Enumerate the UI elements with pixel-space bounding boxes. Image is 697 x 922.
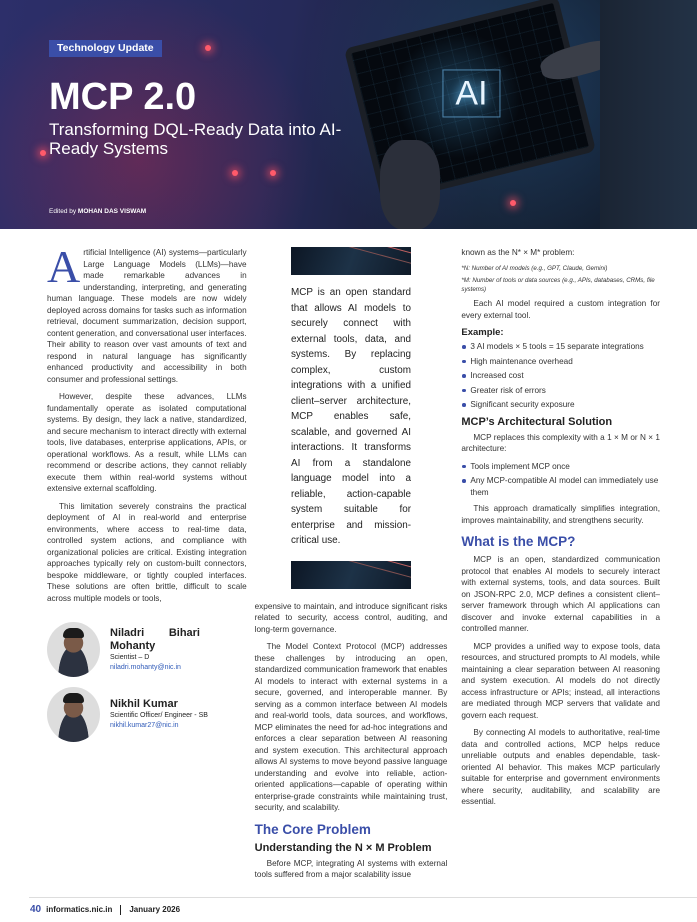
paragraph: This approach dramatically simplifies integration, improves maintainability, and strengthens security. xyxy=(461,504,660,525)
page-title: MCP 2.0 xyxy=(49,76,197,118)
paragraph: However, despite these advances, LLMs fundamentally operate as isolated computational systems. By design, they lack a native, standardized, and secure mechanism to interact directly with external tools, live databases, enterprise applications, APIs, or operational workflows. As a result, while LLMs can recommend or describe actions, they cannot reliably execute them within real-world systems without extensive external scaffolding. xyxy=(47,392,247,493)
column-1 xyxy=(47,241,247,752)
paragraph: known as the N* × M* problem: xyxy=(461,248,575,257)
list-item: High maintenance overhead xyxy=(461,356,660,368)
avatar xyxy=(47,622,100,677)
author-role: Scientist – D xyxy=(110,653,150,661)
paragraph: Each AI model required a custom integration for every external tool. xyxy=(461,299,660,320)
list-item: Increased cost xyxy=(461,370,660,382)
solution-list xyxy=(461,461,660,499)
footnote: *N: Number of AI models (e.g., GPT, Claude, Gemini) xyxy=(461,264,608,272)
paragraph: This limitation severely constrains the practical deployment of AI in real-world and enterprise environments, where access to real-time data, controlled system actions, and compliance with organizational policies are critical. Existing integration approaches typically rely on custom-built connectors, bespoke middleware, or tightly coupled interfaces. These solutions are often brittle, difficult to scale across multiple models or tools, xyxy=(47,501,247,603)
column-2 xyxy=(255,247,448,887)
author-role: Scientific Officer/ Engineer - SB xyxy=(110,712,208,719)
hero-banner xyxy=(0,0,697,229)
subsection-heading: MCP’s Architectural Solution xyxy=(461,415,613,428)
author-email[interactable]: niladri.mohanty@nic.in xyxy=(110,663,181,671)
author-name: Nikhil Kumar xyxy=(110,698,178,710)
editor-credit xyxy=(49,208,146,215)
paragraph xyxy=(47,241,247,385)
paragraph: MCP is an open, standardized communication protocol that enables AI models to securely interact with external systems, tools, and data sources. Built on JSON-RPC 2.0, MCP defines a consistent client–server framework through which AI applications can discover and invoke external capabilities in a controlled manner. xyxy=(461,555,660,633)
list-item: Greater risk of errors xyxy=(461,385,660,397)
paragraph: MCP provides a unified way to expose tools, data resources, and structured prompts to AI models, while maintaining a clear separation between AI reasoning and system execution. AI models do not directly access infrastructure or APIs; instead, all interactions are mediated through MCP servers that validate and govern each request. xyxy=(461,641,660,720)
list-item: Significant security exposure xyxy=(461,399,660,411)
author-email[interactable]: nikhil.kumar27@nic.in xyxy=(110,722,179,729)
paragraph-text: rtificial Intelligence (AI) systems—particularly Large Language Models (LLMs)—have made remarkable advances in understanding, interpreting, and generating human language. These models are now widely deployed across domains for tasks such as information retrieval, document summarization, decision support, content generation, and conversational user interfaces. Their ability to reason over vast amounts of text and respond in natural language has significantly enhanced productivity and accessibility in both consumer and professional settings. xyxy=(47,248,247,384)
section-tag: Technology Update xyxy=(49,40,162,57)
example-heading: Example: xyxy=(461,327,504,338)
hand-image xyxy=(380,140,440,229)
example-list xyxy=(461,341,660,411)
drop-cap: A xyxy=(47,241,81,292)
paragraph: By connecting AI models to authoritative, real-time data and controlled actions, MCP helps reduce unreliable outputs and enables dependable, task-oriented AI behavior. This makes MCP particularly suitable for enterprise and government environments where security, auditability, and scalability are essential. xyxy=(461,728,660,806)
subsection-heading: Understanding the N × M Problem xyxy=(254,841,432,854)
glow-dot xyxy=(40,150,46,156)
glow-dot xyxy=(205,45,211,51)
glow-dot xyxy=(510,200,516,206)
section-heading: What is the MCP? xyxy=(461,534,576,549)
site-link[interactable]: informatics.nic.in xyxy=(46,904,113,914)
section-heading: The Core Problem xyxy=(254,821,371,837)
page-subtitle: Transforming DQL-Ready Data into AI-Ready Systems xyxy=(49,120,342,158)
editor-prefix: Edited by xyxy=(49,208,77,215)
authors xyxy=(47,622,247,742)
paragraph: MCP replaces this complexity with a 1 × M or N × 1 architecture: xyxy=(461,432,660,453)
page-footer xyxy=(30,904,697,916)
editor-name: MOHAN DAS VISWAM xyxy=(77,208,147,215)
column-2-text xyxy=(255,601,448,881)
paragraph: The Model Context Protocol (MCP) addresses these challenges by introducing an open, standardized communication framework that enables AI models to interact with external systems in a secure, governed, and interoperable manner. By serving as a common interface between AI models and real-world tools, data sources, and workflows, MCP eliminates the need for ad-hoc integrations and enforces a clear separation between AI reasoning and system execution. This architectural approach allows AI systems to move beyond passive language understanding and evolve into reliable, action-oriented applications—capable of operating within enterprise-grade constraints while maintaining trust, security, and scalability. xyxy=(254,642,448,812)
glow-dot xyxy=(270,170,276,176)
callout-box: MCP is an open standard that allows AI models to securely connect with external tools, data, and systems. By replacing complex, custom integrations with a unified client–server architecture, MCP enables safe, scalable, and governed AI interactions. It transforms AI from a standalone language model into a reliable, action-capable system suitable for enterprise and mission-critical use. xyxy=(290,287,411,546)
issue-date: January 2026 xyxy=(129,904,181,914)
decorative-image-strip xyxy=(291,247,411,275)
list-item: Tools implement MCP once xyxy=(461,461,660,473)
column-3 xyxy=(461,247,660,814)
list-item: Any MCP-compatible AI model can immediately use them xyxy=(461,475,660,498)
ai-label: AI xyxy=(442,69,500,117)
author-card xyxy=(47,687,247,742)
page-number: 40 xyxy=(30,903,42,915)
article-body xyxy=(0,229,697,897)
avatar xyxy=(47,687,100,742)
decorative-image-strip xyxy=(291,561,411,589)
footer-separator xyxy=(120,905,121,915)
footer-divider xyxy=(29,897,697,922)
author-card xyxy=(47,622,247,677)
list-item: 3 AI models × 5 tools = 15 separate integrations xyxy=(461,341,660,353)
glow-dot xyxy=(232,170,238,176)
author-name: Niladri Bihari Mohanty xyxy=(110,626,200,652)
sleeve-image xyxy=(600,0,697,229)
paragraph: Before MCP, integrating AI systems with external tools suffered from a major scalability issue xyxy=(254,858,448,879)
footnote: *M: Number of tools or data sources (e.g., APIs, databases, CRMs, file systems) xyxy=(461,277,655,293)
paragraph: expensive to maintain, and introduce significant risks related to security, access control, auditing, and long-term governance. xyxy=(254,601,448,634)
